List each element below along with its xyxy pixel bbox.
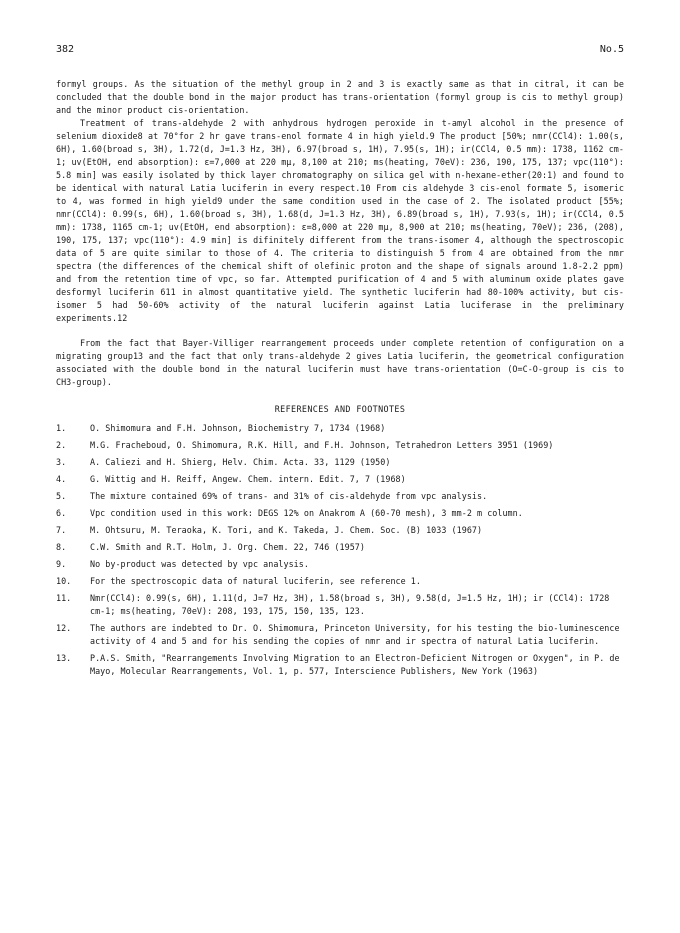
- paragraph-2: Treatment of trans-aldehyde 2 with anhydrous hydrogen peroxide in t-amyl alcohol in the presence of selenium dioxide8 at 70°for 2 hr gave trans-enol formate 4 in high yield.9 The product [50%; nmr(CCl4): 1.00(s, 6H), 1.60(broad s, 3H), 1.72(d, J=1.3 Hz, 3H), 6.97(broad s, 1H), 7.95(s, 1H); ir(CCl4, 0.5 mm): 1738, 1162 cm-1; uv(EtOH, end absorption): ε=7,000 at 220 mμ, 8,100 at 210; ms(heating, 70eV): 236, 190, 175, 137; vpc(110°): 5.8 min] was easily isolated by thick layer chromatography on silica gel with n-hexane-ether(20:1) and found to be identical with natural Latia luciferin in every respect.10 From cis aldehyde 3 cis-enol formate 5, isomeric to 4, was formed in high yield9 under the same condition used in the case of 2. The isolated product [55%; nmr(CCl4): 0.99(s, 6H), 1.60(broad s, 3H), 1.68(d, J=1.3 Hz, 3H), 6.89(broad s, 1H), 7.93(s, 1H); ir(CCl4, 0.5 mm): 1738, 1165 cm-1; uv(EtOH, end absorption): ε=8,000 at 220 mμ, 8,900 at 210; ms(heating, 70eV); 236, (208), 190, 175, 137; vpc(110°): 4.9 min] is difinitely different from the trans-isomer 4, although the spectroscopic data of 5 are quite similar to those of 4. The criteria to distinguish 5 from 4 are obtained from the nmr spectra (the differences of the chemical shift of olefinic proton and the shape of signals around 1.8-2.2 ppm) and from the retention time of vpc, so far. Attempted purification of 4 and 5 with aluminum oxide plates gave desformyl luciferin 611 in almost quantitative yield. The synthetic luciferin had 80-100% activity, but cis-isomer 5 had 50-60% activity of the natural luciferin against Latia luciferase in the preliminary experiments.12: [56, 118, 624, 323]
- reference-item: [56, 622, 624, 648]
- reference-text: The authors are indebted to Dr. O. Shimomura, Princeton University, for his testing the bio-luminescence activity of 4 and 5 and for his sending the copies of nmr and ir spectra of natural Latia luciferin.: [90, 623, 620, 646]
- reference-number: 1.: [56, 423, 67, 433]
- reference-text: P.A.S. Smith, "Rearrangements Involving Migration to an Electron-Deficient Nitrogen or Oxygen", in P. de Mayo, Molecular Rearrangements, Vol. 1, p. 577, Interscience Publishers, New York (1963): [90, 653, 620, 676]
- reference-text: The mixture contained 69% of trans- and 31% of cis-aldehyde from vpc analysis.: [90, 491, 488, 501]
- reference-text: Nmr(CCl4): 0.99(s, 6H), 1.11(d, J=7 Hz, 3H), 1.58(broad s, 3H), 9.58(d, J=1.5 Hz, 1H); ir (CCl4): 1728 cm-1; ms(heating, 70eV): 208, 193, 175, 150, 135, 123.: [90, 593, 610, 616]
- reference-item: [56, 541, 624, 554]
- reference-item: [56, 592, 624, 618]
- references-title: REFERENCES AND FOOTNOTES: [274, 404, 406, 414]
- reference-text: A. Caliezi and H. Shierg, Helv. Chim. Acta. 33, 1129 (1950): [90, 457, 391, 467]
- reference-item: [56, 422, 624, 435]
- reference-item: [56, 575, 624, 588]
- reference-item: [56, 490, 624, 503]
- reference-number: 4.: [56, 474, 67, 484]
- reference-item: [56, 456, 624, 469]
- reference-number: 13.: [56, 653, 72, 663]
- issue-number: No.5: [599, 44, 624, 55]
- reference-number: 10.: [56, 576, 72, 586]
- reference-item: [56, 524, 624, 537]
- reference-text: M. Ohtsuru, M. Teraoka, K. Tori, and K. Takeda, J. Chem. Soc. (B) 1033 (1967): [90, 525, 483, 535]
- reference-text: G. Wittig and H. Reiff, Angew. Chem. intern. Edit. 7, 7 (1968): [90, 474, 406, 484]
- reference-item: [56, 439, 624, 452]
- paragraph-3: From the fact that Bayer-Villiger rearrangement proceeds under complete retention of configuration on a migrating group13 and the fact that only trans-aldehyde 2 gives Latia luciferin, the geometrical configuration associated with the double bond in the natural luciferin must have trans-orientation (O=C-O-group is cis to CH3-group).: [56, 338, 624, 387]
- reference-text: No by-product was detected by vpc analysis.: [90, 559, 309, 569]
- reference-number: 3.: [56, 457, 67, 467]
- reference-number: 11.: [56, 593, 72, 603]
- reference-item: [56, 558, 624, 571]
- reference-item: [56, 652, 624, 678]
- reference-number: 12.: [56, 623, 72, 633]
- body-text: [56, 78, 624, 682]
- reference-item: [56, 473, 624, 486]
- reference-text: O. Shimomura and F.H. Johnson, Biochemistry 7, 1734 (1968): [90, 423, 386, 433]
- reference-text: M.G. Fracheboud, O. Shimomura, R.K. Hill, and F.H. Johnson, Tetrahedron Letters 3951 (1969): [90, 440, 554, 450]
- reference-text: Vpc condition used in this work: DEGS 12% on Anakrom A (60-70 mesh), 3 mm-2 m column.: [90, 508, 523, 518]
- reference-number: 8.: [56, 542, 67, 552]
- paragraph-1: formyl groups. As the situation of the methyl group in 2 and 3 is exactly same as that in citral, it can be concluded that the double bond in the major product has trans-orientation (formyl group is cis to methyl group) and the minor product cis-orientation.: [56, 79, 624, 115]
- page-number: 382: [56, 44, 75, 55]
- reference-number: 6.: [56, 508, 67, 518]
- reference-item: [56, 507, 624, 520]
- reference-number: 2.: [56, 440, 67, 450]
- reference-number: 9.: [56, 559, 67, 569]
- reference-list: [56, 422, 624, 678]
- reference-number: 7.: [56, 525, 67, 535]
- reference-text: For the spectroscopic data of natural luciferin, see reference 1.: [90, 576, 421, 586]
- reference-number: 5.: [56, 491, 67, 501]
- reference-text: C.W. Smith and R.T. Holm, J. Org. Chem. 22, 746 (1957): [90, 542, 365, 552]
